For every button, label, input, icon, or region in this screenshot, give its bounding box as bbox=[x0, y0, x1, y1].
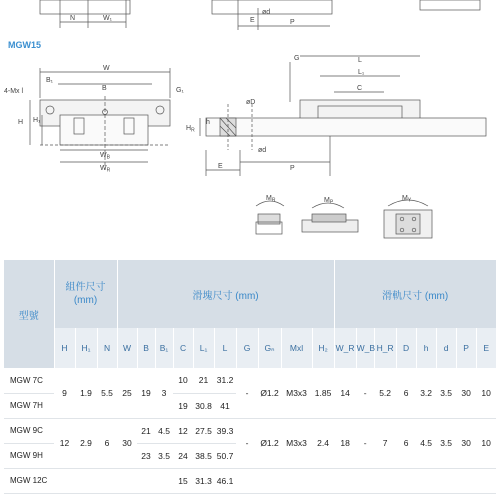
cell-d-lower: 3.5 bbox=[436, 418, 456, 468]
cell-h2: 1.85 bbox=[312, 368, 334, 418]
cell-g: - bbox=[236, 418, 258, 468]
cell-hr: 5.2 bbox=[374, 368, 396, 418]
moment-label-my: $M_Y$ bbox=[402, 195, 412, 204]
model-name: MGW 7C bbox=[4, 368, 54, 393]
cell-h2: 2.4 bbox=[312, 418, 334, 468]
front-label-mx: 4-Mx l bbox=[4, 88, 24, 95]
side-label-l: L bbox=[358, 57, 362, 64]
side-label-D: øD bbox=[246, 99, 256, 106]
symbol-h-lower: h bbox=[416, 328, 436, 368]
front-label-h1: H₁ bbox=[33, 117, 41, 124]
cell-c: 12 bbox=[173, 418, 193, 443]
front-label-b: B bbox=[102, 85, 107, 92]
side-view bbox=[200, 56, 486, 176]
cell-l: 39.3 bbox=[214, 418, 236, 443]
symbol-g: G bbox=[236, 328, 258, 368]
cell-l: 50.7 bbox=[214, 443, 236, 468]
cell-p: 30 bbox=[456, 418, 476, 468]
cell-w: 25 bbox=[117, 368, 137, 418]
cell-e: 10 bbox=[476, 418, 496, 468]
cell-c: 19 bbox=[173, 393, 193, 418]
front-label-h: H bbox=[18, 119, 24, 126]
cell-b1: 3 bbox=[155, 368, 173, 418]
table-symbol-row bbox=[4, 328, 496, 368]
spec-table bbox=[4, 260, 497, 494]
cell-d-lower: 3.5 bbox=[436, 368, 456, 418]
cell-h: 12 bbox=[54, 418, 75, 468]
side-label-h: h bbox=[206, 119, 210, 126]
cell-l: 46.1 bbox=[214, 468, 236, 493]
side-label-c: C bbox=[357, 85, 363, 92]
symbol-d-upper: D bbox=[396, 328, 416, 368]
cell-b: 23 bbox=[137, 443, 155, 468]
model-name: MGW 9C bbox=[4, 418, 54, 443]
cell-h-lower: 4.5 bbox=[416, 418, 436, 468]
front-label-g1: G₁ bbox=[176, 87, 184, 94]
cell-c: 10 bbox=[173, 368, 193, 393]
group-header-rail: 滑軌尺寸 (mm) bbox=[334, 260, 496, 328]
symbol-wb: W_B bbox=[356, 328, 374, 368]
cell-hr: 7 bbox=[374, 418, 396, 468]
symbol-gn: Gₙ bbox=[258, 328, 281, 368]
cell-c: 24 bbox=[173, 443, 193, 468]
cell-wb: - bbox=[356, 418, 374, 468]
side-label-d: ød bbox=[258, 147, 267, 154]
cell-mxl: M3x3 bbox=[281, 418, 312, 468]
symbol-d-lower: d bbox=[436, 328, 456, 368]
symbol-l: L bbox=[214, 328, 236, 368]
cell-b1: 4.5 bbox=[155, 418, 173, 443]
cell-wb: - bbox=[356, 368, 374, 418]
cell-n: 5.5 bbox=[97, 368, 117, 418]
front-label-wr: $W_R$ bbox=[100, 165, 111, 174]
top-label-e: E bbox=[250, 17, 255, 24]
table-row bbox=[4, 418, 496, 443]
cell-b1: 3.5 bbox=[155, 443, 173, 468]
symbol-b1: B₁ bbox=[155, 328, 173, 368]
cell-gn: Ø1.2 bbox=[258, 368, 281, 418]
group-header-assembly: 組件尺寸 (mm) bbox=[54, 260, 117, 328]
cell-l1: 31.3 bbox=[193, 468, 214, 493]
cell-e: 10 bbox=[476, 368, 496, 418]
top-label-n: N bbox=[70, 15, 76, 22]
model-header: 型號 bbox=[4, 260, 54, 368]
moment-diagram-mr bbox=[256, 201, 284, 234]
top-label-d: ød bbox=[262, 9, 271, 16]
cell-l1: 21 bbox=[193, 368, 214, 393]
symbol-hr: H_R bbox=[374, 328, 396, 368]
cell-g: - bbox=[236, 368, 258, 418]
symbol-wr: W_R bbox=[334, 328, 356, 368]
cell-wr: 14 bbox=[334, 368, 356, 418]
symbol-w: W bbox=[117, 328, 137, 368]
cell-l: 31.2 bbox=[214, 368, 236, 393]
cell-w: 30 bbox=[117, 418, 137, 468]
moment-diagram-mp bbox=[302, 203, 358, 232]
cell-p: 30 bbox=[456, 368, 476, 418]
symbol-p: P bbox=[456, 328, 476, 368]
cell-b: 19 bbox=[137, 368, 155, 418]
front-label-w: W bbox=[103, 65, 110, 72]
top-label-p: P bbox=[290, 19, 295, 26]
cell-h1: 1.9 bbox=[75, 368, 97, 418]
cell-l1: 27.5 bbox=[193, 418, 214, 443]
side-label-e: E bbox=[218, 163, 223, 170]
top-side-view-partial bbox=[212, 0, 480, 30]
symbol-n: N bbox=[97, 328, 117, 368]
symbol-l1: L₁ bbox=[193, 328, 214, 368]
side-label-p: P bbox=[290, 165, 295, 172]
side-label-g: G bbox=[294, 55, 300, 62]
symbol-e: E bbox=[476, 328, 496, 368]
cell-gn: Ø1.2 bbox=[258, 418, 281, 468]
cell-l1: 38.5 bbox=[193, 443, 214, 468]
model-name: MGW 12C bbox=[4, 468, 54, 493]
cell-n: 6 bbox=[97, 418, 117, 468]
cell-d-upper: 6 bbox=[396, 368, 416, 418]
moment-label-mp: $M_P$ bbox=[324, 197, 334, 206]
moment-diagram-my bbox=[384, 200, 432, 238]
side-label-l1: L₁ bbox=[358, 69, 365, 76]
symbol-b: B bbox=[137, 328, 155, 368]
symbol-h2: H₂ bbox=[312, 328, 334, 368]
top-front-view-partial bbox=[40, 0, 130, 28]
model-name: MGW 9H bbox=[4, 443, 54, 468]
cell-h: 9 bbox=[54, 368, 75, 418]
front-label-wb: $W_B$ bbox=[100, 152, 110, 161]
group-header-block: 滑塊尺寸 (mm) bbox=[117, 260, 334, 328]
front-label-b1: B₁ bbox=[46, 77, 54, 84]
symbol-c: C bbox=[173, 328, 193, 368]
symbol-h: H bbox=[54, 328, 75, 368]
cell-h-lower: 3.2 bbox=[416, 368, 436, 418]
cell-d-upper: 6 bbox=[396, 418, 416, 468]
table-group-header-row bbox=[4, 260, 496, 328]
symbol-h1: H₁ bbox=[75, 328, 97, 368]
model-name: MGW 7H bbox=[4, 393, 54, 418]
cell-h1: 2.9 bbox=[75, 418, 97, 468]
cell-wr: 18 bbox=[334, 418, 356, 468]
symbol-mxl: Mxl bbox=[281, 328, 312, 368]
cell-l: 41 bbox=[214, 393, 236, 418]
side-label-hr: $H_R$ bbox=[186, 125, 195, 134]
moment-label-mr: $M_R$ bbox=[266, 195, 276, 204]
table-row bbox=[4, 468, 496, 493]
table-row bbox=[4, 368, 496, 393]
cell-c: 15 bbox=[173, 468, 193, 493]
top-label-w1: W₁ bbox=[103, 15, 112, 22]
cell-mxl: M3x3 bbox=[281, 368, 312, 418]
cell-l1: 30.8 bbox=[193, 393, 214, 418]
section-title: MGW15 bbox=[8, 40, 42, 50]
cell-b: 21 bbox=[137, 418, 155, 443]
